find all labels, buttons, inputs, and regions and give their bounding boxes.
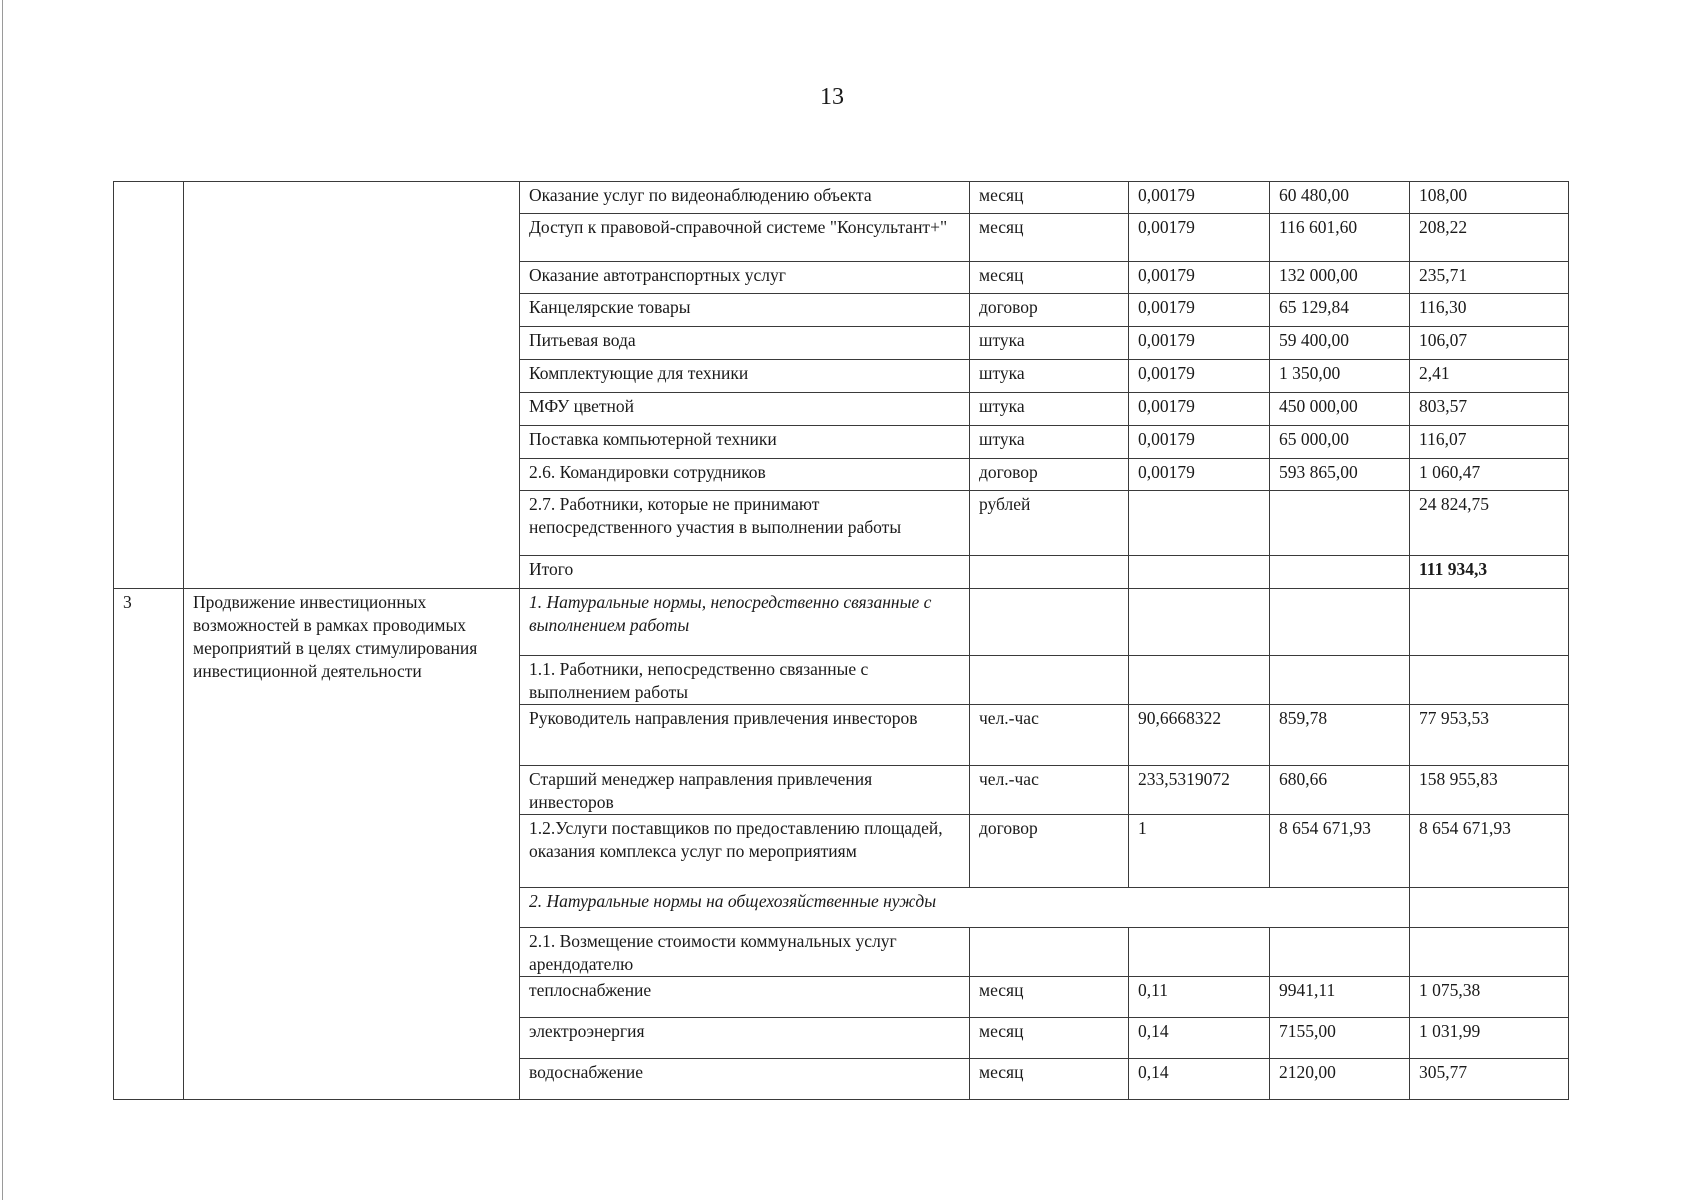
item-total: 24 824,75 (1410, 491, 1569, 556)
page-number: 13 (820, 84, 844, 110)
item-name: Комплектующие для техники (520, 360, 970, 393)
item-norm: 0,14 (1129, 1018, 1270, 1059)
item-name: 1.2.Услуги поставщиков по предоставлению площадей, оказания комплекса услуг по мероприятиям (520, 815, 970, 888)
empty-cell (1270, 556, 1410, 589)
item-unit: штука (970, 393, 1129, 426)
empty-cell (1410, 888, 1569, 928)
item-price: 7155,00 (1270, 1018, 1410, 1059)
item-name: Канцелярские товары (520, 294, 970, 327)
item-norm: 0,14 (1129, 1059, 1270, 1100)
subsection-heading: 1. Натуральные нормы, непосредственно связанные с выполнением работы (520, 589, 970, 656)
item-unit: штука (970, 360, 1129, 393)
section-title: Продвижение инвестиционных возможностей в рамках проводимых мероприятий в целях стимулирования инвестиционной деятельности (184, 589, 520, 1100)
norms-table (113, 181, 1569, 1100)
item-unit: чел.-час (970, 766, 1129, 815)
item-price (1270, 491, 1410, 556)
item-price: 59 400,00 (1270, 327, 1410, 360)
table-row (114, 589, 1569, 656)
item-norm: 0,00179 (1129, 393, 1270, 426)
empty-title-cell (184, 182, 520, 589)
item-total: 803,57 (1410, 393, 1569, 426)
item-unit: месяц (970, 1059, 1129, 1100)
item-name: Доступ к правовой-справочной системе "Консультант+" (520, 214, 970, 262)
item-total: 1 031,99 (1410, 1018, 1569, 1059)
item-norm: 0,00179 (1129, 426, 1270, 459)
page-left-edge (2, 0, 3, 1200)
item-total: 2,41 (1410, 360, 1569, 393)
empty-cell (970, 656, 1129, 705)
item-name: водоснабжение (520, 1059, 970, 1100)
item-name: электроэнергия (520, 1018, 970, 1059)
empty-num-cell (114, 182, 184, 589)
empty-cell (1129, 656, 1270, 705)
item-price: 8 654 671,93 (1270, 815, 1410, 888)
item-total: 116,07 (1410, 426, 1569, 459)
subsection-label: 2.1. Возмещение стоимости коммунальных услуг арендодателю (520, 928, 970, 977)
empty-cell (1270, 928, 1410, 977)
item-name: МФУ цветной (520, 393, 970, 426)
item-price: 2120,00 (1270, 1059, 1410, 1100)
item-total: 116,30 (1410, 294, 1569, 327)
item-total: 305,77 (1410, 1059, 1569, 1100)
item-total: 158 955,83 (1410, 766, 1569, 815)
empty-cell (1410, 928, 1569, 977)
item-unit: месяц (970, 977, 1129, 1018)
item-price: 65 129,84 (1270, 294, 1410, 327)
subsection-heading: 2. Натуральные нормы на общехозяйственные нужды (520, 888, 1410, 928)
item-norm: 1 (1129, 815, 1270, 888)
empty-cell (1410, 656, 1569, 705)
item-unit: договор (970, 294, 1129, 327)
item-price: 116 601,60 (1270, 214, 1410, 262)
item-price: 859,78 (1270, 705, 1410, 766)
item-name: 2.6. Командировки сотрудников (520, 459, 970, 491)
section-number: 3 (114, 589, 184, 1100)
empty-cell (1129, 589, 1270, 656)
empty-cell (970, 556, 1129, 589)
item-price: 132 000,00 (1270, 262, 1410, 294)
item-unit: месяц (970, 182, 1129, 214)
item-price: 1 350,00 (1270, 360, 1410, 393)
item-name: Оказание автотранспортных услуг (520, 262, 970, 294)
item-unit: договор (970, 459, 1129, 491)
item-total: 235,71 (1410, 262, 1569, 294)
empty-cell (1410, 589, 1569, 656)
item-norm (1129, 491, 1270, 556)
table-row (114, 182, 1569, 214)
empty-cell (1129, 556, 1270, 589)
item-total: 77 953,53 (1410, 705, 1569, 766)
empty-cell (970, 589, 1129, 656)
total-label: Итого (520, 556, 970, 589)
item-unit: месяц (970, 1018, 1129, 1059)
item-name: Старший менеджер направления привлечения инвесторов (520, 766, 970, 815)
item-total: 8 654 671,93 (1410, 815, 1569, 888)
item-price: 9941,11 (1270, 977, 1410, 1018)
item-unit: штука (970, 327, 1129, 360)
item-norm: 0,00179 (1129, 182, 1270, 214)
item-name: Поставка компьютерной техники (520, 426, 970, 459)
item-norm: 0,00179 (1129, 262, 1270, 294)
item-unit: месяц (970, 262, 1129, 294)
item-unit: рублей (970, 491, 1129, 556)
item-norm: 0,00179 (1129, 360, 1270, 393)
item-unit: чел.-час (970, 705, 1129, 766)
item-total: 208,22 (1410, 214, 1569, 262)
item-price: 593 865,00 (1270, 459, 1410, 491)
empty-cell (970, 928, 1129, 977)
item-unit: штука (970, 426, 1129, 459)
item-price: 680,66 (1270, 766, 1410, 815)
item-total: 108,00 (1410, 182, 1569, 214)
item-name: 2.7. Работники, которые не принимают непосредственного участия в выполнении работы (520, 491, 970, 556)
empty-cell (1129, 928, 1270, 977)
item-total: 106,07 (1410, 327, 1569, 360)
item-name: Руководитель направления привлечения инвесторов (520, 705, 970, 766)
subsection-label: 1.1. Работники, непосредственно связанные с выполнением работы (520, 656, 970, 705)
item-unit: месяц (970, 214, 1129, 262)
item-norm: 233,5319072 (1129, 766, 1270, 815)
empty-cell (1270, 656, 1410, 705)
empty-cell (1270, 589, 1410, 656)
item-norm: 90,6668322 (1129, 705, 1270, 766)
item-price: 450 000,00 (1270, 393, 1410, 426)
item-name: Оказание услуг по видеонаблюдению объекта (520, 182, 970, 214)
item-norm: 0,00179 (1129, 459, 1270, 491)
item-price: 60 480,00 (1270, 182, 1410, 214)
item-name: Питьевая вода (520, 327, 970, 360)
item-total: 1 075,38 (1410, 977, 1569, 1018)
item-norm: 0,00179 (1129, 294, 1270, 327)
item-price: 65 000,00 (1270, 426, 1410, 459)
item-name: теплоснабжение (520, 977, 970, 1018)
item-norm: 0,11 (1129, 977, 1270, 1018)
item-total: 1 060,47 (1410, 459, 1569, 491)
item-unit: договор (970, 815, 1129, 888)
item-norm: 0,00179 (1129, 327, 1270, 360)
item-norm: 0,00179 (1129, 214, 1270, 262)
total-value: 111 934,3 (1410, 556, 1569, 589)
